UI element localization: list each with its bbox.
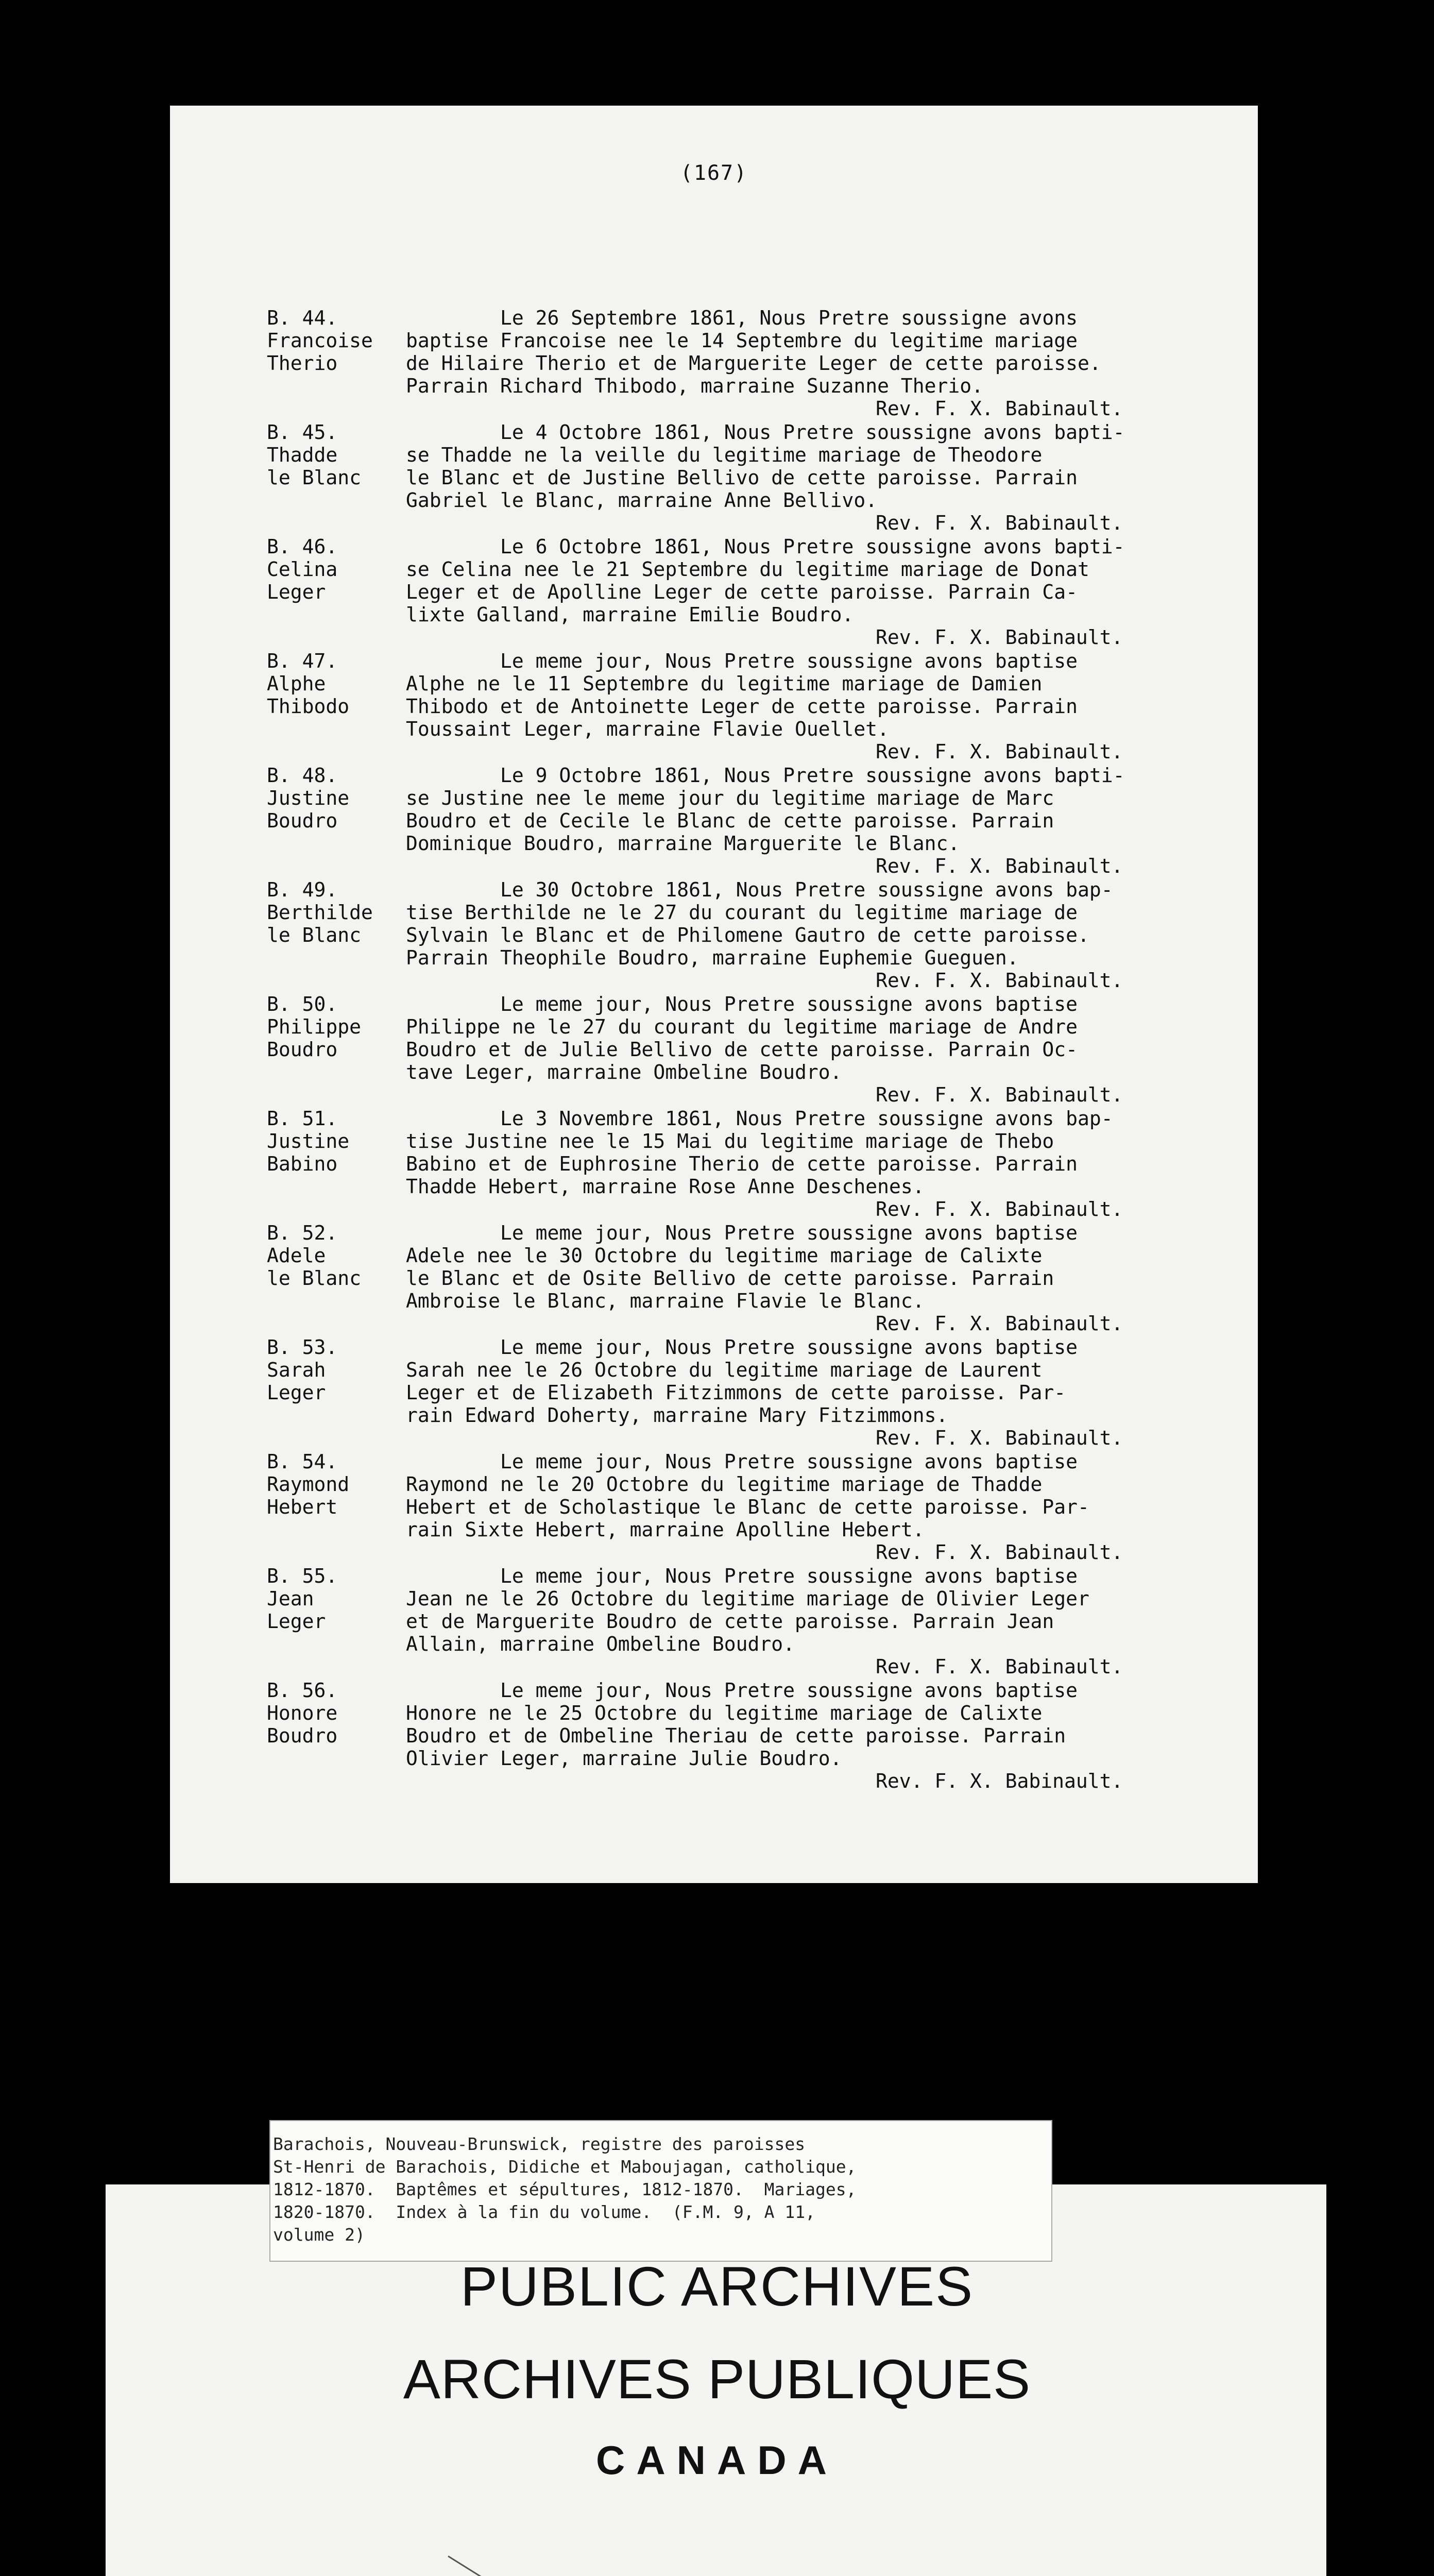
baptism-entry bbox=[170, 1107, 1258, 1223]
entry-signature: Rev. F. X. Babinault. bbox=[876, 397, 1123, 420]
entry-signature: Rev. F. X. Babinault. bbox=[876, 1427, 1123, 1449]
entry-label: B. 53. Sarah Leger bbox=[267, 1336, 338, 1404]
entry-signature: Rev. F. X. Babinault. bbox=[876, 1541, 1123, 1564]
register-page bbox=[170, 106, 1258, 1883]
entry-text: Le meme jour, Nous Pretre soussigne avons baptise Philippe ne le 27 du courant du legitime mariage de Andre Boudro et de Julie Bellivo de cette paroisse. Parrain Oc- tave Leger, marraine Ombeline Boudro. bbox=[406, 993, 1078, 1083]
entry-signature: Rev. F. X. Babinault. bbox=[876, 1770, 1123, 1792]
baptism-entry bbox=[170, 535, 1258, 651]
page-number: (167) bbox=[680, 161, 748, 185]
entry-label: B. 55. Jean Leger bbox=[267, 1565, 338, 1633]
entry-text: Le meme jour, Nous Pretre soussigne avons baptise Adele nee le 30 Octobre du legitime mariage de Calixte le Blanc et de Osite Bellivo de cette paroisse. Parrain Ambroise le Blanc, marraine Flavie le Blanc. bbox=[406, 1222, 1078, 1312]
baptism-entry bbox=[170, 1336, 1258, 1451]
entry-label: B. 49. Berthilde le Blanc bbox=[267, 878, 373, 946]
entry-label: B. 46. Celina Leger bbox=[267, 535, 338, 603]
entry-signature: Rev. F. X. Babinault. bbox=[876, 969, 1123, 992]
entry-text: Le 6 Octobre 1861, Nous Pretre soussigne avons bapti- se Celina nee le 21 Septembre du legitime mariage de Donat Leger et de Apolline Leger de cette paroisse. Parrain Ca- lixte Galland, marraine Emilie Boudro. bbox=[406, 535, 1125, 626]
baptism-entry bbox=[170, 650, 1258, 765]
entry-text: Le meme jour, Nous Pretre soussigne avons baptise Raymond ne le 20 Octobre du legitime mariage de Thadde Hebert et de Scholastique le Blanc de cette paroisse. Par- rain Sixte Hebert, marraine Apolline Hebert. bbox=[406, 1450, 1089, 1541]
entry-label: B. 50. Philippe Boudro bbox=[267, 993, 362, 1061]
entry-signature: Rev. F. X. Babinault. bbox=[876, 1655, 1123, 1678]
baptism-entry bbox=[170, 1679, 1258, 1794]
entry-text: Le meme jour, Nous Pretre soussigne avons baptise Jean ne le 26 Octobre du legitime mariage de Olivier Leger et de Marguerite Boudro de cette paroisse. Parrain Jean Allain, marraine Ombeline Boudro. bbox=[406, 1565, 1089, 1655]
entry-text: Le 4 Octobre 1861, Nous Pretre soussigne avons bapti- se Thadde ne la veille du legitime mariage de Theodore le Blanc et de Justine Bellivo de cette paroisse. Parrain Gabriel le Blanc, marraine Anne Bellivo. bbox=[406, 421, 1125, 512]
entry-text: Le meme jour, Nous Pretre soussigne avons baptise Honore ne le 25 Octobre du legitime mariage de Calixte Boudro et de Ombeline Theriau de cette paroisse. Parrain Olivier Leger, marraine Julie Boudro. bbox=[406, 1679, 1078, 1770]
entry-text: Le 3 Novembre 1861, Nous Pretre soussigne avons bap- tise Justine nee le 15 Mai du legitime mariage de Thebo Babino et de Euphrosine Therio de cette paroisse. Parrain Thadde Hebert, marraine Rose Anne Deschenes. bbox=[406, 1107, 1113, 1198]
baptism-entry bbox=[170, 878, 1258, 994]
baptism-entry bbox=[170, 1222, 1258, 1337]
entry-label: B. 51. Justine Babino bbox=[267, 1107, 350, 1175]
archive-stamp-text: Barachois, Nouveau-Brunswick, registre des paroisses St-Henri de Barachois, Didiche et Maboujagan, catholique, 1812-1870. Baptêmes et sépultures, 1812-1870. Mariages, 1820-1870. Index à la fin du volume. (F.M. 9, A 11, volume 2) bbox=[273, 2134, 857, 2245]
entry-label: B. 47. Alphe Thibodo bbox=[267, 650, 350, 718]
entry-signature: Rev. F. X. Babinault. bbox=[876, 626, 1123, 649]
archive-title-fr: ARCHIVES PUBLIQUES bbox=[403, 2348, 1031, 2410]
baptism-entry bbox=[170, 421, 1258, 536]
entry-signature: Rev. F. X. Babinault. bbox=[876, 855, 1123, 877]
entry-text: Le meme jour, Nous Pretre soussigne avons baptise Alphe ne le 11 Septembre du legitime mariage de Damien Thibodo et de Antoinette Leger de cette paroisse. Parrain Toussaint Leger, marraine Flavie Ouellet. bbox=[406, 650, 1078, 740]
entry-text: Le 9 Octobre 1861, Nous Pretre soussigne avons bapti- se Justine nee le meme jour du legitime mariage de Marc Boudro et de Cecile le Blanc de cette paroisse. Parrain Dominique Boudro, marraine Marguerite le Blanc. bbox=[406, 764, 1125, 855]
entry-signature: Rev. F. X. Babinault. bbox=[876, 740, 1123, 763]
baptism-entry bbox=[170, 764, 1258, 879]
baptism-entry bbox=[170, 993, 1258, 1108]
entry-signature: Rev. F. X. Babinault. bbox=[876, 512, 1123, 534]
archive-title-en: PUBLIC ARCHIVES bbox=[460, 2255, 974, 2317]
entry-signature: Rev. F. X. Babinault. bbox=[876, 1083, 1123, 1106]
entry-text: Le 30 Octobre 1861, Nous Pretre soussigne avons bap- tise Berthilde ne le 27 du courant du legitime mariage de Sylvain le Blanc et de Philomene Gautro de cette paroisse. Parrain Theophile Boudro, marraine Euphemie Gueguen. bbox=[406, 878, 1113, 969]
entry-label: B. 56. Honore Boudro bbox=[267, 1679, 338, 1747]
baptism-entry bbox=[170, 1450, 1258, 1566]
entry-signature: Rev. F. X. Babinault. bbox=[876, 1198, 1123, 1221]
entry-label: B. 45. Thadde le Blanc bbox=[267, 421, 362, 489]
baptism-entry bbox=[170, 1565, 1258, 1680]
baptism-entry bbox=[170, 307, 1258, 422]
entry-text: Le meme jour, Nous Pretre soussigne avons baptise Sarah nee le 26 Octobre du legitime mariage de Laurent Leger et de Elizabeth Fitzimmons de cette paroisse. Par- rain Edward Doherty, marraine Mary Fitzimmons. bbox=[406, 1336, 1078, 1427]
entry-signature: Rev. F. X. Babinault. bbox=[876, 1312, 1123, 1335]
entry-label: B. 52. Adele le Blanc bbox=[267, 1222, 362, 1290]
entry-text: Le 26 Septembre 1861, Nous Pretre soussigne avons baptise Francoise nee le 14 Septembre du legitime mariage de Hilaire Therio et de Marguerite Leger de cette paroisse. Parrain Richard Thibodo, marraine Suzanne Therio. bbox=[406, 307, 1101, 397]
entry-label: B. 44. Francoise Therio bbox=[267, 307, 373, 375]
archive-country: CANADA bbox=[596, 2437, 838, 2483]
entry-label: B. 54. Raymond Hebert bbox=[267, 1450, 350, 1518]
entry-label: B. 48. Justine Boudro bbox=[267, 764, 350, 832]
